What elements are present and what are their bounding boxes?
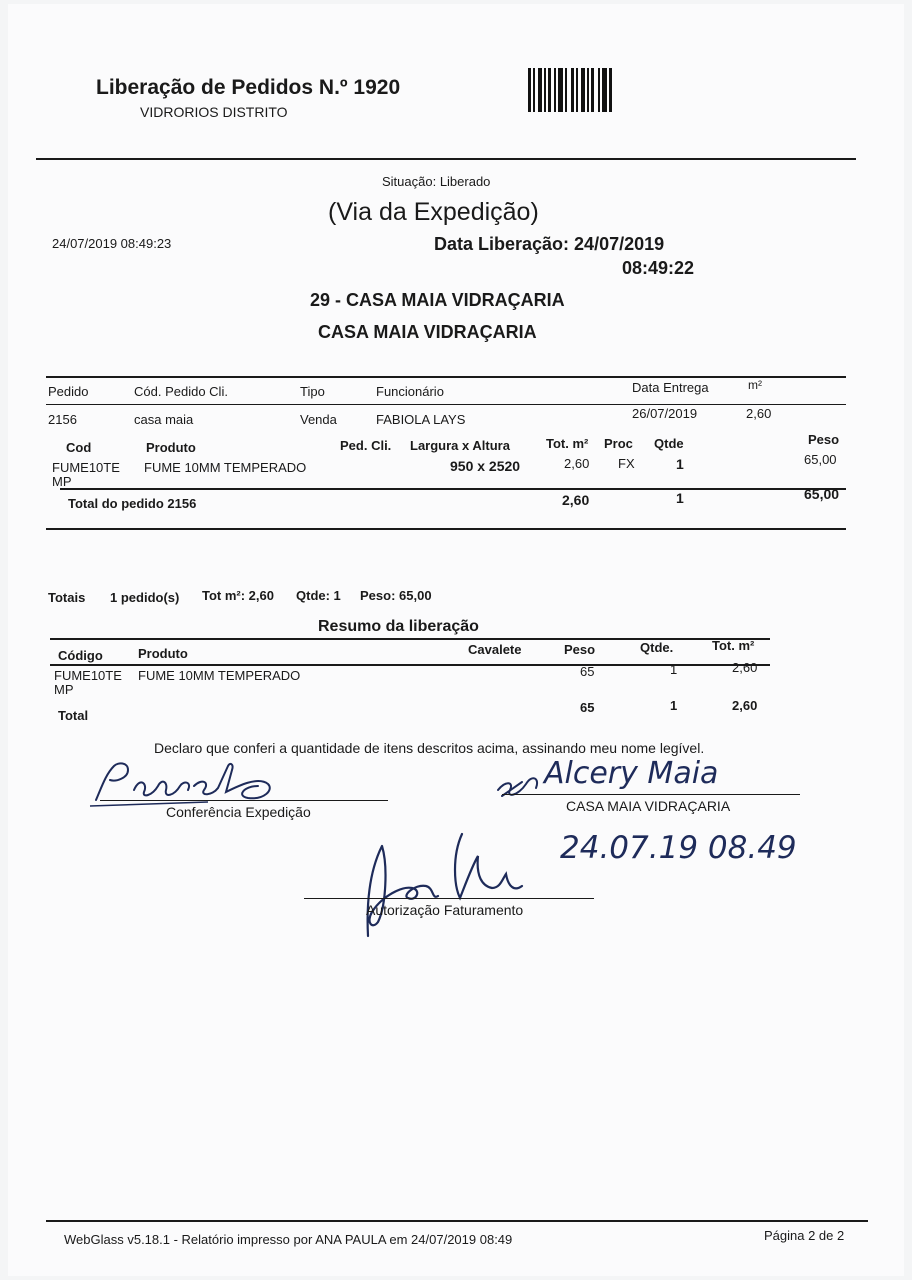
totals-m2: Tot m²: 2,60	[202, 588, 274, 603]
item-peso: 65,00	[804, 452, 837, 467]
resumo-col-codigo: Código	[58, 648, 103, 663]
header-divider	[36, 158, 856, 160]
col-pedido: Pedido	[48, 384, 89, 399]
item-col-largura-altura: Largura x Altura	[410, 438, 510, 453]
item-col-qtde: Qtde	[654, 436, 684, 451]
resumo-total-tot-m2: 2,60	[732, 698, 758, 713]
item-proc: FX	[618, 456, 635, 471]
totals-peso: Peso: 65,00	[360, 588, 432, 603]
order-cod-cli-value: casa maia	[134, 412, 194, 427]
col-tipo: Tipo	[300, 384, 325, 399]
sig-line-cliente	[502, 794, 800, 795]
sig-line-conferencia	[100, 800, 388, 801]
resumo-title: Resumo da liberação	[318, 618, 479, 635]
resumo-row-codigo: FUME10TE	[54, 668, 122, 683]
release-time: 08:49:22	[622, 258, 695, 278]
label-cliente: CASA MAIA VIDRAÇARIA	[566, 798, 731, 814]
item-largura-altura: 950 x 2520	[450, 458, 521, 474]
resumo-row-peso: 65	[580, 664, 595, 679]
signature-autorizacao	[342, 826, 542, 946]
via-title: (Via da Expedição)	[328, 198, 539, 226]
order-tipo-value: Venda	[300, 412, 337, 427]
totals-label: Totais	[48, 590, 86, 605]
resumo-header-rule	[50, 664, 770, 666]
resumo-row-codigo-cont: MP	[54, 682, 74, 697]
footer-rule	[46, 1220, 868, 1222]
order-total-qtde: 1	[676, 490, 684, 506]
resumo-row-qtde: 1	[670, 662, 678, 677]
label-conferencia: Conferência Expedição	[166, 804, 311, 820]
order-header-rule	[46, 404, 846, 405]
sig-line-autorizacao	[304, 898, 594, 899]
declaration-text: Declaro que conferi a quantidade de itens descritos acima, assinando meu nome legível.	[154, 740, 705, 756]
resumo-col-qtde: Qtde.	[640, 640, 674, 655]
page-number: Página 2 de 2	[764, 1228, 845, 1243]
item-col-peso: Peso	[808, 432, 840, 447]
company-name: VIDRORIOS DISTRITO	[140, 104, 288, 120]
item-col-produto: Produto	[146, 440, 196, 455]
status-text: Situação: Liberado	[382, 174, 491, 189]
order-pedido-value: 2156	[48, 412, 77, 427]
item-cod-cont: MP	[52, 474, 72, 489]
col-m2: m²	[748, 378, 762, 392]
resumo-row-produto: FUME 10MM TEMPERADO	[138, 668, 301, 683]
col-cod-pedido-cli: Cód. Pedido Cli.	[134, 384, 228, 399]
order-funcionario-value: FABIOLA LAYS	[376, 412, 466, 427]
handwritten-datetime: 24.07.19 08.49	[560, 830, 797, 866]
document-title: Liberação de Pedidos N.º 1920	[96, 76, 401, 99]
client-name-1: 29 - CASA MAIA VIDRAÇARIA	[310, 290, 565, 310]
totals-pedidos: 1 pedido(s)	[110, 590, 180, 605]
client-name-2: CASA MAIA VIDRAÇARIA	[318, 322, 537, 342]
resumo-total-label: Total	[58, 708, 89, 723]
order-total-peso: 65,00	[804, 486, 840, 502]
resumo-row-tot-m2: 2,60	[732, 660, 758, 675]
item-col-cod: Cod	[66, 440, 92, 455]
resumo-col-tot-m2: Tot. m²	[712, 638, 755, 653]
print-datetime: 24/07/2019 08:49:23	[52, 236, 172, 251]
item-qtde: 1	[676, 456, 684, 472]
order-m2-value: 2,60	[746, 406, 772, 421]
order-total-m2: 2,60	[562, 492, 590, 508]
order-data-entrega-value: 26/07/2019	[632, 406, 698, 421]
handwritten-client-name: Alcery Maia	[544, 756, 719, 791]
col-funcionario: Funcionário	[376, 384, 444, 399]
resumo-col-peso: Peso	[564, 642, 596, 657]
totals-qtde: Qtde: 1	[296, 588, 341, 603]
resumo-col-cavalete: Cavalete	[468, 642, 522, 657]
item-tot-m2: 2,60	[564, 456, 590, 471]
label-autorizacao: Autorização Faturamento	[366, 902, 524, 918]
footer-print-info: WebGlass v5.18.1 - Relatório impresso por ANA PAULA em 24/07/2019 08:49	[64, 1232, 513, 1247]
item-col-tot-m2: Tot. m²	[546, 436, 589, 451]
order-total-label: Total do pedido 2156	[68, 496, 197, 511]
release-date: Data Liberação: 24/07/2019	[434, 234, 665, 254]
item-produto: FUME 10MM TEMPERADO	[144, 460, 307, 475]
item-col-proc: Proc	[604, 436, 633, 451]
item-col-ped-cli: Ped. Cli.	[340, 438, 392, 453]
order-bottom-rule	[46, 528, 846, 530]
resumo-total-peso: 65	[580, 700, 595, 715]
barcode	[528, 68, 630, 112]
order-top-rule	[46, 376, 846, 378]
item-cod: FUME10TE	[52, 460, 120, 475]
resumo-col-produto: Produto	[138, 646, 188, 661]
signature-cliente-mark	[492, 760, 548, 804]
resumo-total-qtde: 1	[670, 698, 678, 713]
document-page	[8, 4, 904, 1276]
item-rule	[60, 488, 846, 490]
col-data-entrega: Data Entrega	[632, 380, 709, 395]
